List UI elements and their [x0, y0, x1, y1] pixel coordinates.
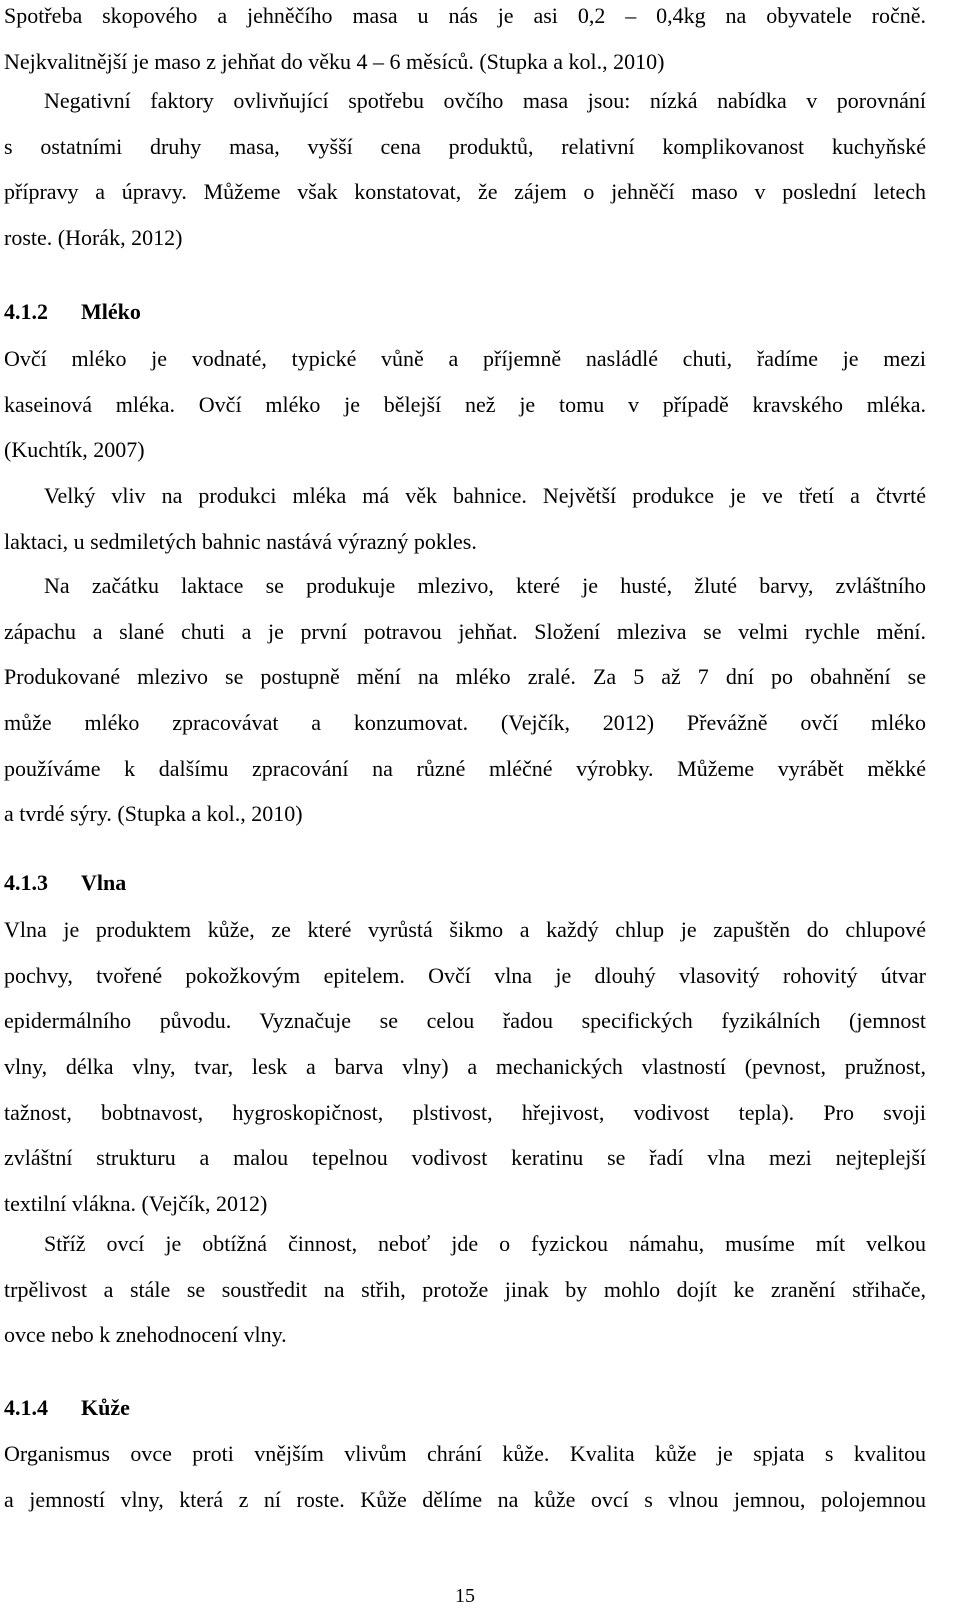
text-line: textilní vlákna. (Vejčík, 2012) — [4, 1191, 268, 1217]
section-number: 4.1.3 — [4, 870, 48, 895]
text-line: ovce nebo k znehodnocení vlny. — [4, 1322, 287, 1348]
text-line: Produkované mlezivo se postupně mění na mléko zralé. Za 5 až 7 dní po obahnění se — [4, 664, 926, 690]
paragraph-milk-production — [4, 473, 926, 564]
text-line: zvláštní strukturu a malou tepelnou vodivost keratinu se řadí vlna mezi nejteplejší — [4, 1145, 926, 1171]
section-title: Kůže — [81, 1395, 130, 1420]
text-line: Na začátku laktace se produkuje mlezivo, které je husté, žluté barvy, zvláštního — [44, 573, 926, 598]
section-title: Vlna — [81, 870, 127, 895]
text-line: laktaci, u sedmiletých bahnic nastává výrazný pokles. — [4, 528, 477, 554]
text-line: trpělivost a stále se soustředit na střih, protože jinak by mohlo dojít ke zranění střihače, — [4, 1276, 926, 1302]
text-line: Vlna je produktem kůže, ze které vyrůstá šikmo a každý chlup je zapuštěn do chlupové — [4, 917, 926, 942]
section-number: 4.1.2 — [4, 299, 48, 324]
text-line: a jemností vlny, která z ní roste. Kůže dělíme na kůže ovcí s vlnou jemnou, polojemnou — [4, 1486, 926, 1512]
paragraph-shearing — [4, 1221, 926, 1358]
text-line: Spotřeba skopového a jehněčího masa u nás je asi 0,2 – 0,4kg na obyvatele ročně. — [4, 3, 926, 28]
paragraph-milk-properties — [4, 336, 926, 473]
section-heading-milk — [4, 297, 141, 327]
text-line: (Kuchtík, 2007) — [4, 437, 145, 463]
text-line: Stříž ovcí je obtížná činnost, neboť jde o fyzickou námahu, musíme mít velkou — [44, 1231, 926, 1256]
text-line: může mléko zpracovávat a konzumovat. (Vejčík, 2012) Převážně ovčí mléko — [4, 710, 926, 736]
text-line: pochvy, tvořené pokožkovým epitelem. Ovčí vlna je dlouhý vlasovitý rohovitý útvar — [4, 962, 926, 988]
text-line: s ostatními druhy masa, vyšší cena produktů, relativní komplikovanost kuchyňské — [4, 133, 926, 159]
paragraph-negative-factors — [4, 78, 926, 261]
text-line: Organismus ovce proti vnějším vlivům chrání kůže. Kvalita kůže je spjata s kvalitou — [4, 1441, 926, 1466]
text-line: roste. (Horák, 2012) — [4, 225, 183, 251]
paragraph-wool-properties — [4, 907, 926, 1227]
section-number: 4.1.4 — [4, 1395, 48, 1420]
section-heading-skin — [4, 1393, 130, 1423]
section-heading-wool — [4, 868, 126, 898]
text-line: používáme k dalšímu zpracování na různé mléčné výrobky. Můžeme vyrábět měkké — [4, 755, 926, 781]
text-line: zápachu a slané chuti a je první potravou jehňat. Složení mleziva se velmi rychle mění. — [4, 618, 926, 644]
text-line: tažnost, bobtnavost, hygroskopičnost, plstivost, hřejivost, vodivost tepla). Pro svoji — [4, 1099, 926, 1125]
text-line: Negativní faktory ovlivňující spotřebu ovčího masa jsou: nízká nabídka v porovnání — [44, 88, 926, 113]
page-number: 15 — [455, 1585, 475, 1607]
paragraph-skin — [4, 1431, 926, 1522]
text-line: a tvrdé sýry. (Stupka a kol., 2010) — [4, 801, 303, 827]
text-line: Velký vliv na produkci mléka má věk bahnice. Největší produkce je ve třetí a čtvrté — [44, 483, 926, 508]
text-line: vlny, délka vlny, tvar, lesk a barva vlny) a mechanických vlastností (pevnost, pružnost, — [4, 1054, 926, 1080]
paragraph-meat-consumption — [4, 0, 926, 84]
text-line: kaseinová mléka. Ovčí mléko je bělejší než je tomu v případě kravského mléka. — [4, 391, 926, 417]
text-line: epidermálního původu. Vyznačuje se celou řadou specifických fyzikálních (jemnost — [4, 1008, 926, 1034]
text-line: Ovčí mléko je vodnaté, typické vůně a příjemně nasládlé chuti, řadíme je mezi — [4, 346, 926, 371]
paragraph-colostrum — [4, 563, 926, 837]
text-line: přípravy a úpravy. Můžeme však konstatovat, že zájem o jehněčí maso v poslední letech — [4, 179, 926, 205]
text-line: Nejkvalitnější je maso z jehňat do věku 4 – 6 měsíců. (Stupka a kol., 2010) — [4, 48, 665, 74]
section-title: Mléko — [81, 299, 141, 324]
